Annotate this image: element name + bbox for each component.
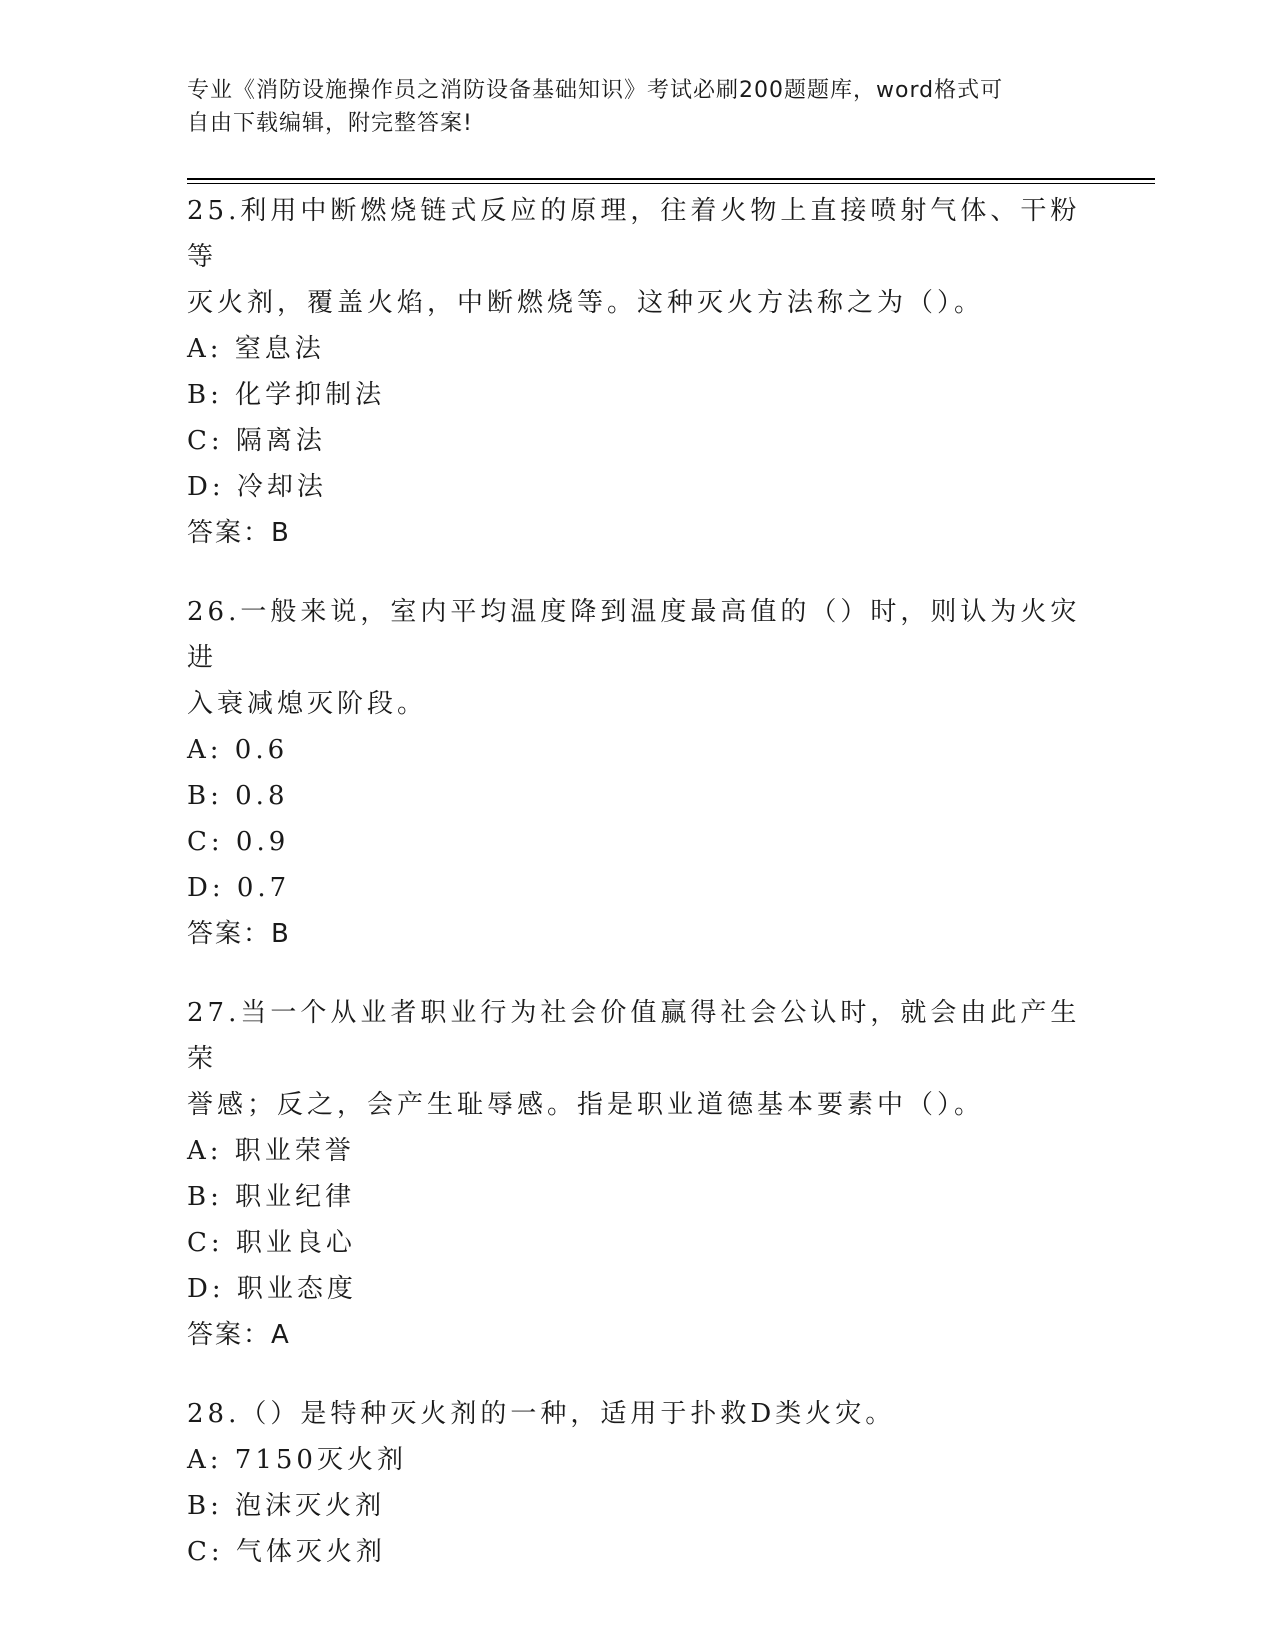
question-stem: 灭火剂，覆盖火焰，中断燃烧等。这种灭火方法称之为（）。 bbox=[187, 288, 985, 318]
question-list bbox=[187, 188, 1087, 1608]
document-header bbox=[187, 74, 1087, 140]
header-divider-thin bbox=[187, 183, 1155, 184]
option-c: C: 0.9 bbox=[187, 827, 290, 857]
option-a: A: 7150灭火剂 bbox=[187, 1445, 407, 1475]
question-stem: 26.一般来说，室内平均温度降到温度最高值的（）时，则认为火灾进 bbox=[187, 597, 1081, 673]
option-c: C: 隔离法 bbox=[187, 426, 326, 456]
option-b: B: 化学抑制法 bbox=[187, 380, 386, 410]
question-stem: 28.（）是特种灭火剂的一种，适用于扑救D类火灾。 bbox=[187, 1399, 896, 1429]
question-28 bbox=[187, 1391, 1087, 1575]
question-stem: 入衰减熄灭阶段。 bbox=[187, 689, 428, 719]
option-b: B: 职业纪律 bbox=[187, 1182, 356, 1212]
option-b: B: 泡沫灭火剂 bbox=[187, 1491, 386, 1521]
answer: 答案：A bbox=[187, 1320, 291, 1350]
option-b: B: 0.8 bbox=[187, 781, 289, 811]
option-a: A: 0.6 bbox=[187, 735, 289, 765]
header-divider-thick bbox=[187, 178, 1155, 180]
option-d: D: 0.7 bbox=[187, 873, 291, 903]
option-c: C: 气体灭火剂 bbox=[187, 1537, 386, 1567]
answer: 答案：B bbox=[187, 518, 291, 548]
header-line-2: 自由下载编辑，附完整答案! bbox=[187, 111, 473, 136]
question-27 bbox=[187, 990, 1087, 1358]
question-25 bbox=[187, 188, 1087, 556]
option-a: A: 窒息法 bbox=[187, 334, 325, 364]
question-stem: 誉感；反之，会产生耻辱感。指是职业道德基本要素中（）。 bbox=[187, 1090, 985, 1120]
option-d: D: 冷却法 bbox=[187, 472, 327, 502]
option-d: D: 职业态度 bbox=[187, 1274, 357, 1304]
header-line-1: 专业《消防设施操作员之消防设备基础知识》考试必刷200题题库，word格式可 bbox=[187, 78, 1004, 103]
answer: 答案：B bbox=[187, 919, 291, 949]
question-26 bbox=[187, 589, 1087, 957]
question-stem: 27.当一个从业者职业行为社会价值赢得社会公认时，就会由此产生荣 bbox=[187, 998, 1081, 1074]
option-a: A: 职业荣誉 bbox=[187, 1136, 355, 1166]
option-c: C: 职业良心 bbox=[187, 1228, 356, 1258]
question-stem: 25.利用中断燃烧链式反应的原理，往着火物上直接喷射气体、干粉等 bbox=[187, 196, 1081, 272]
